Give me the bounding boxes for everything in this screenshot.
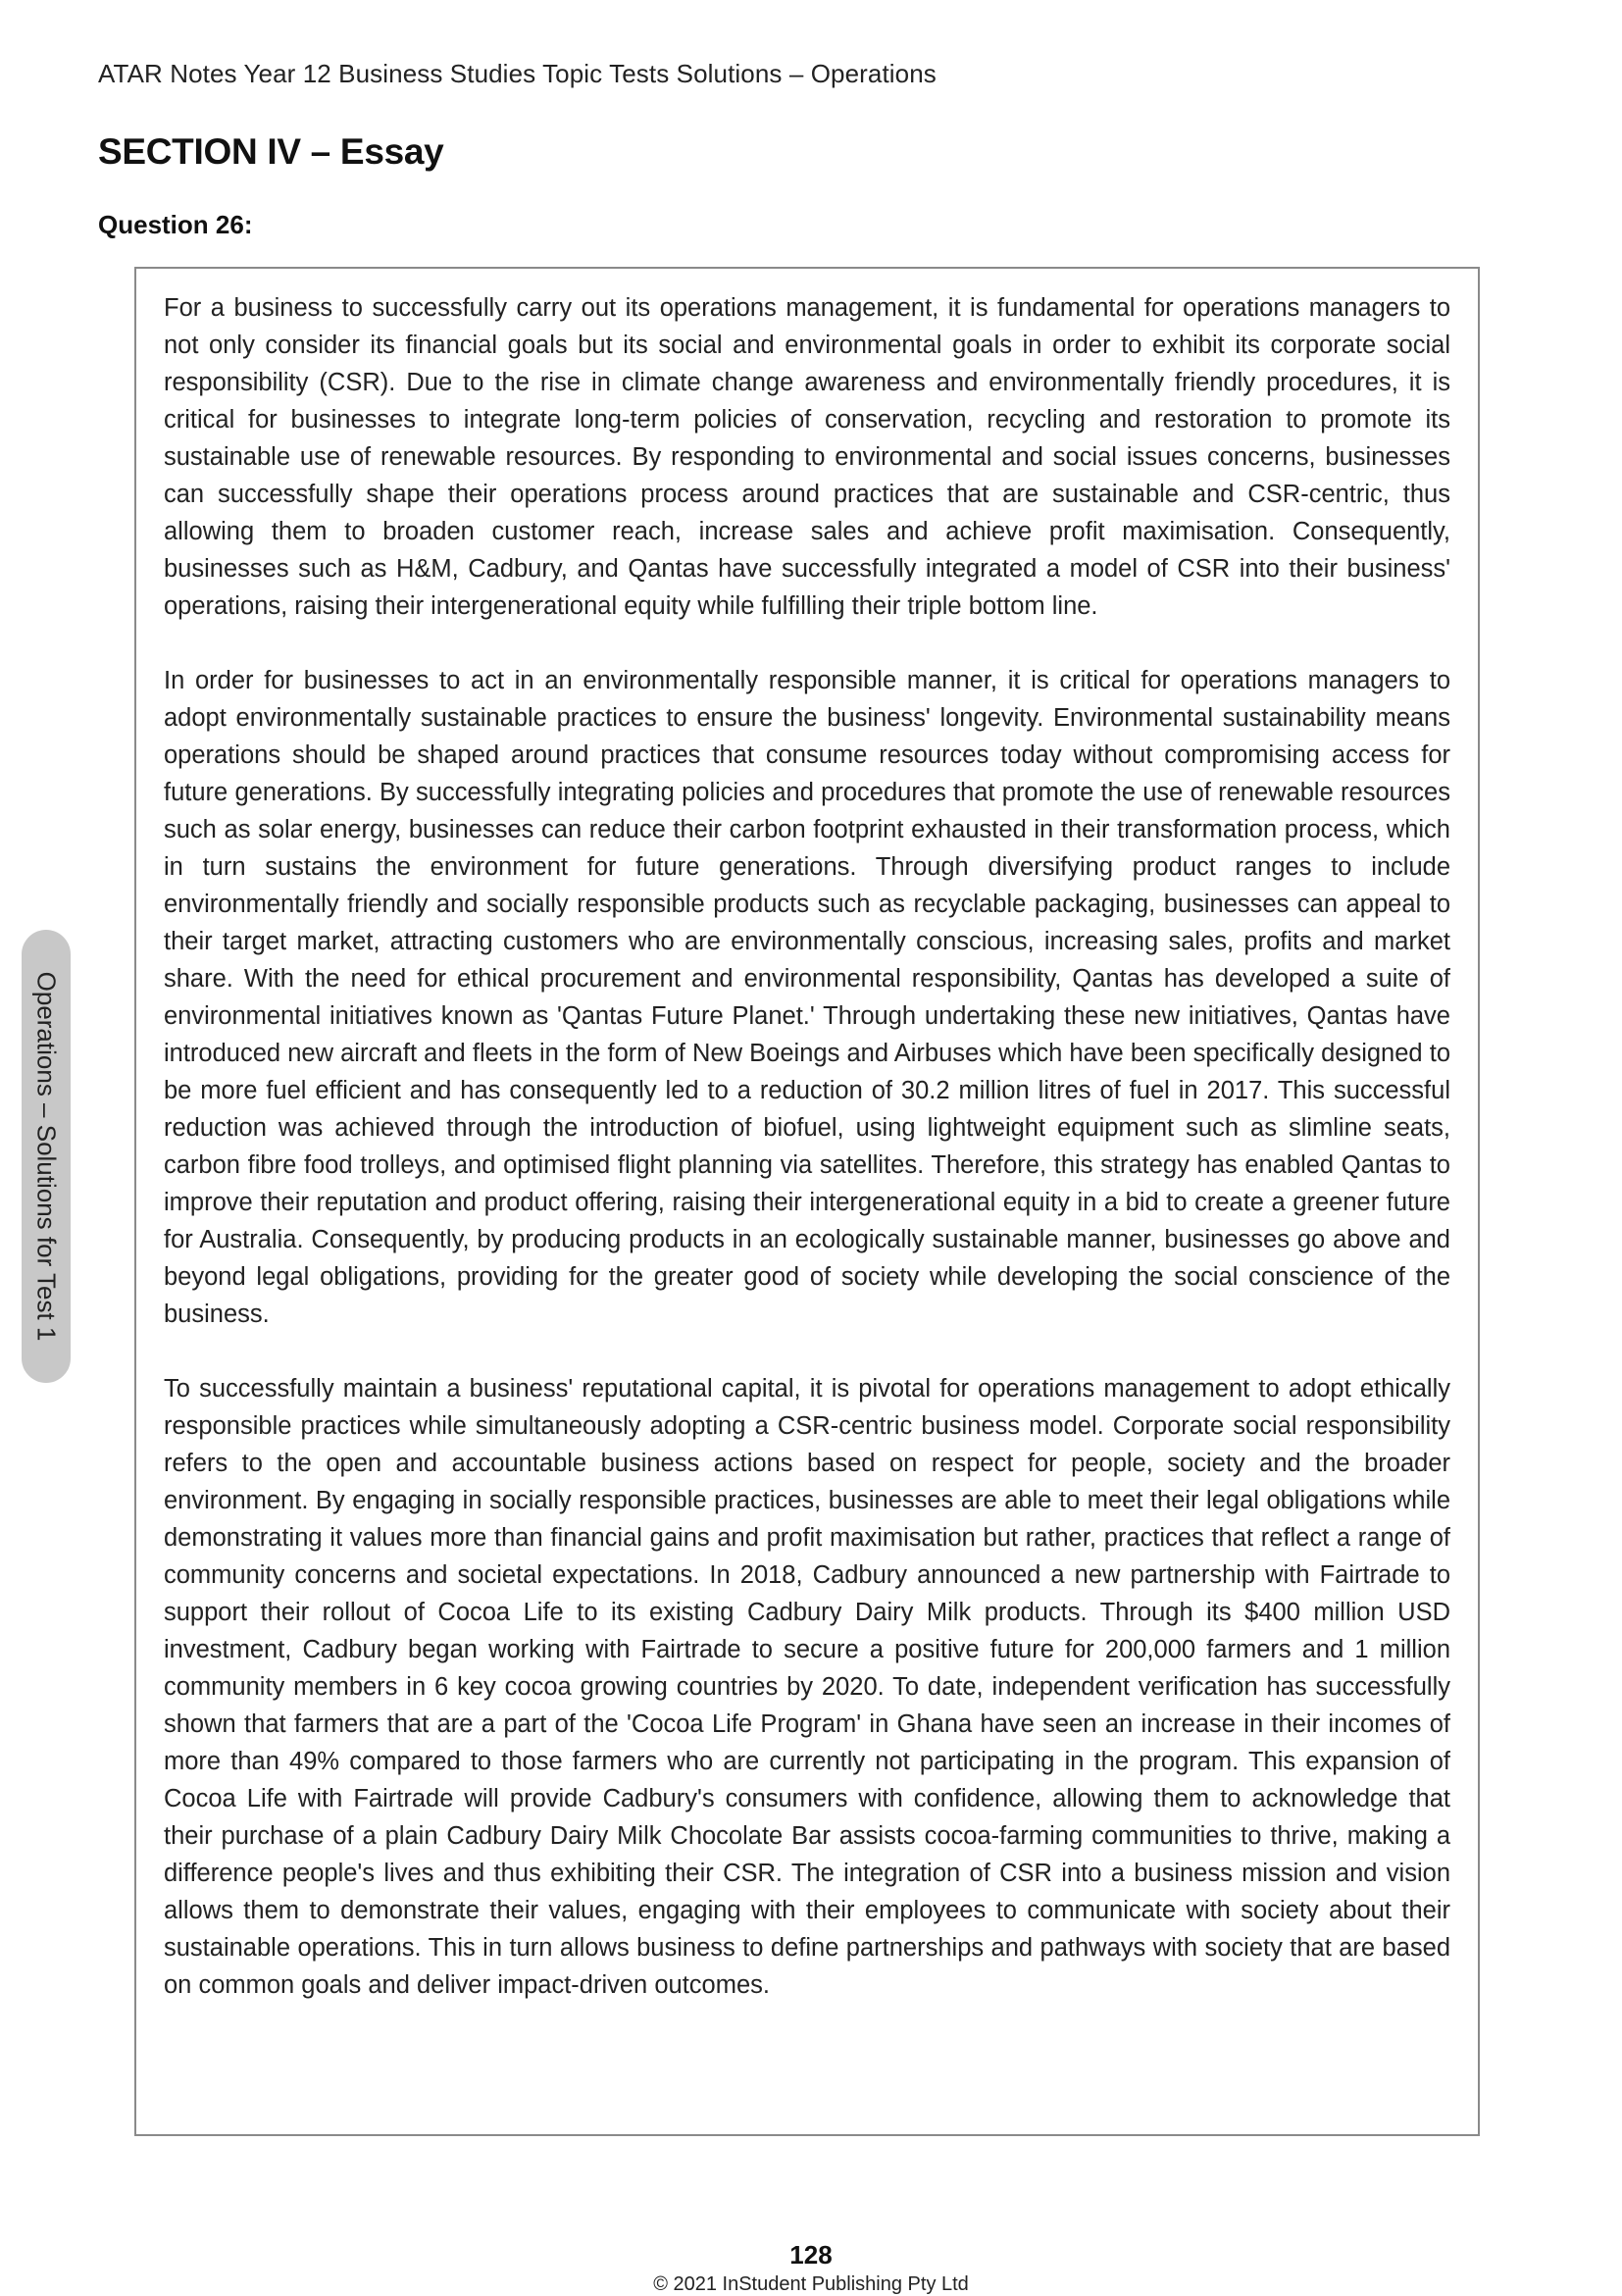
page-number: 128 xyxy=(789,2240,833,2270)
side-tab-label: Operations – Solutions for Test 1 xyxy=(31,971,62,1342)
running-header: ATAR Notes Year 12 Business Studies Topic Tests Solutions – Operations xyxy=(98,59,937,88)
copyright-notice: © 2021 InStudent Publishing Pty Ltd xyxy=(653,2273,969,2295)
section-title: SECTION IV – Essay xyxy=(98,131,444,172)
answer-paragraph-environmental: In order for businesses to act in an environmentally responsible manner, it is critical for operations managers to adopt environmentally sustainable practices to ensure the business' longevity. Environmental sustainability means operations should be shaped around practices that consume resources today without compromising access for future generations. By successfully integrating policies and procedures that promote the use of renewable resources such as solar energy, businesses can reduce their carbon footprint exhausted in their transformation process, which in turn sustains the environment for future generations. Through diversifying product ranges to include environmentally friendly and socially responsible products such as recyclable packaging, businesses can appeal to their target market, attracting customers who are environmentally conscious, increasing sales, profits and market share. With the need for ethical procurement and environmental responsibility, Qantas has developed a suite of environmental initiatives known as 'Qantas Future Planet.' Through undertaking these new initiatives, Qantas have introduced new aircraft and fleets in the form of New Boeings and Airbuses which have been specifically designed to be more fuel efficient and has consequently led to a reduction of 30.2 million litres of fuel in 2017. This successful reduction was achieved through the introduction of biofuel, using lightweight equipment such as slimline seats, carbon fibre food trolleys, and optimised flight planning via satellites. Therefore, this strategy has enabled Qantas to improve their reputation and product offering, raising their intergenerational equity in a bid to create a greener future for Australia. Consequently, by producing products in an ecologically sustainable manner, businesses go above and beyond legal obligations, providing for the greater good of society while developing the social conscience of the business. xyxy=(164,667,1450,1328)
answer-paragraph-social: To successfully maintain a business' reputational capital, it is pivotal for operations management to adopt ethically responsible practices while simultaneously adopting a CSR-centric business model. Corporate social responsibility refers to the open and accountable business actions based on respect for people, society and the broader environment. By engaging in socially responsible practices, businesses are able to meet their legal obligations while demonstrating it values more than financial gains and profit maximisation but rather, practices that reflect a range of community concerns and societal expectations. In 2018, Cadbury announced a new partnership with Fairtrade to support their rollout of Cocoa Life to its existing Cadbury Dairy Milk products. Through its $400 million USD investment, Cadbury began working with Fairtrade to secure a positive future for 200,000 farmers and 1 million community members in 6 key cocoa growing countries by 2020. To date, independent verification has successfully shown that farmers that are a part of the 'Cocoa Life Program' in Ghana have seen an increase in their incomes of more than 49% compared to those farmers who are currently not participating in the program. This expansion of Cocoa Life with Fairtrade will provide Cadbury's consumers with confidence, allowing them to acknowledge that their purchase of a plain Cadbury Dairy Milk Chocolate Bar assists cocoa-farming communities to thrive, making a difference people's lives and thus exhibiting their CSR. The integration of CSR into a business mission and vision allows them to demonstrate their values, engaging with their employees to communicate with society about their sustainable operations. This in turn allows business to define partnerships and pathways with society that are based on common goals and deliver impact-driven outcomes. xyxy=(164,1375,1450,1999)
answer-paragraph-intro: For a business to successfully carry out its operations management, it is fundamental for operations managers to not only consider its financial goals but its social and environmental goals in order to exhibit its corporate social responsibility (CSR). Due to the rise in climate change awareness and environmentally friendly procedures, it is critical for businesses to integrate long-term policies of conservation, recycling and restoration to promote its sustainable use of renewable resources. By responding to environmental and social issues concerns, businesses can successfully shape their operations process around practices that are sustainable and CSR-centric, thus allowing them to broaden customer reach, increase sales and achieve profit maximisation. Consequently, businesses such as H&M, Cadbury, and Qantas have successfully integrated a model of CSR into their business' operations, raising their intergenerational equity while fulfilling their triple bottom line. xyxy=(164,294,1450,620)
answer-box xyxy=(134,267,1480,2136)
question-label: Question 26: xyxy=(98,210,253,239)
